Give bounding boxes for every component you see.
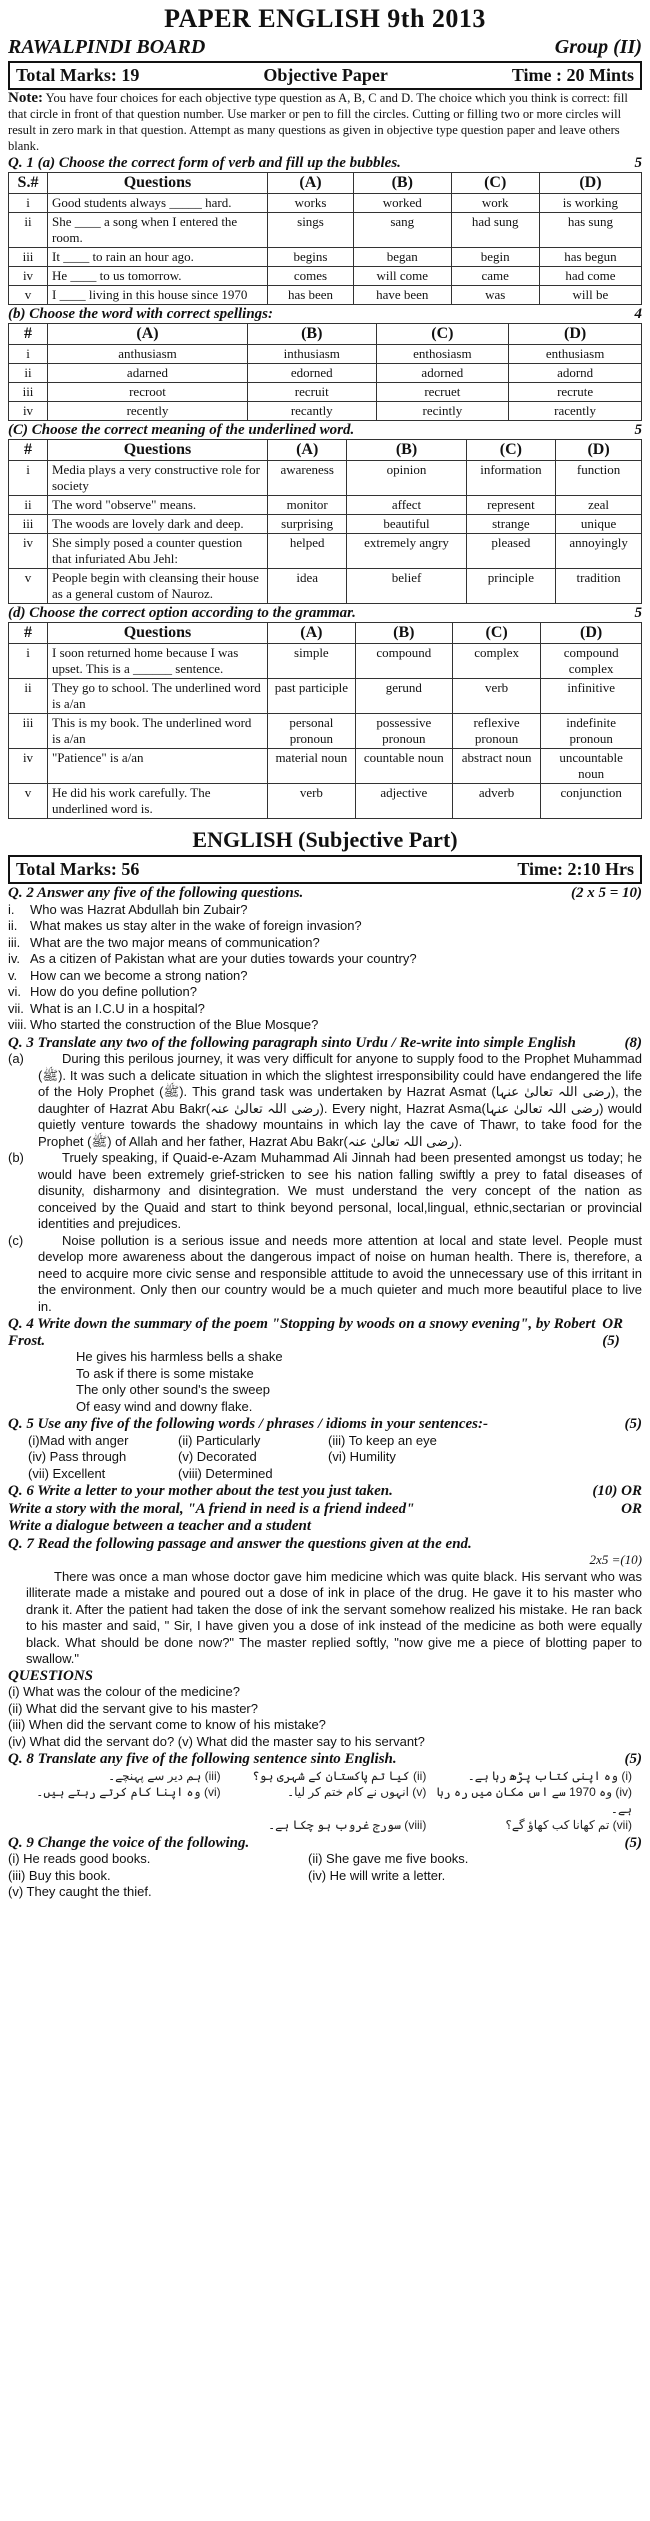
subjective-marks-bar [8,855,642,884]
question-cell: He did his work carefully. The underlined word is. [48,784,268,819]
item-number: iii. [8,934,21,950]
table-header-row [9,173,642,194]
q3-paragraphs [8,1051,642,1315]
paragraph-text: Truely speaking, if Quaid-e-Azam Muhammad Ali Jinnah had been presented amongst us today; he would have been extremely grief-stricken to see his nation falling swiftly a prey to fatal diseases of disunity, disharmony and disintegration. We must understand the very concept of the nation as conceived by the Quaid and start to think beyond personal, local,lingual, ethnic,sectarian or provincial identities and prejudices. [38,1150,642,1231]
table-header-row [9,324,642,345]
option-cell: uncountable noun [541,749,642,784]
row-number: iv [9,402,48,421]
q9-heading [8,1835,642,1852]
option-cell: represent [466,496,556,515]
item-number: vii. [8,1000,24,1016]
option-cell: complex [452,644,540,679]
q7-passage: There was once a man whose doctor gave him medicine which was quite black. His servant who was illiterate made a mistake and poured out a dose of ink in place of the drug. He gave it to his master who drank it. After the patient had taken the dose of ink the servant somehow realized his mistake. He ran back to his master and said, " Sir, I have given you a dose of ink instead of the medicine as both were equally black. What should be done now?" The master replied softly, "now give me a piece of blotting paper to swallow." [26,1568,642,1666]
option-cell: adarned [48,364,248,383]
table-row [9,364,642,383]
urdu-row [8,1784,642,1817]
item-number: v. [8,967,18,983]
table-row [9,286,642,305]
poem-line: Of easy wind and downy flake. [76,1398,253,1414]
option-cell: pleased [466,534,556,569]
option-cell: had come [539,267,641,286]
option-cell: gerund [355,679,452,714]
q8-urdu-sentences [8,1768,642,1834]
row-number: ii [9,496,48,515]
q1a-marks: 5 [634,155,642,171]
option-cell: came [451,267,539,286]
question-cell: She ____ a song when I entered the room. [48,213,268,248]
option-cell: recrute [509,383,642,402]
urdu-row [8,1817,642,1834]
option-cell: recroot [48,383,248,402]
option-cell: material noun [268,749,356,784]
table-row [9,515,642,534]
header-cell: (C) [452,623,540,644]
option-cell: zeal [556,496,642,515]
question-item: (i) What was the colour of the medicine? [8,1684,240,1699]
paragraph-text: Noise pollution is a serious issue and needs more attention at local and state level. People must develop more awareness about the dangerous impact of noise on human health. There is, therefore, a need to acquire more civic sense and responsible attitude to avoid the unnecessary use of this irritant in the environment. Only then our country would be a much quieter and much more beautiful place to live in. [38,1232,642,1314]
header-cell: (C) [466,440,556,461]
option-cell: enthusiasm [509,345,642,364]
voice-row [8,1868,642,1885]
option-cell: strange [466,515,556,534]
option-cell: adornd [509,364,642,383]
subjective-time: Time: 2:10 Hrs [517,859,634,879]
table-row [9,749,642,784]
voice-sentence: (i) He reads good books. [8,1851,151,1866]
option-cell: adorned [376,364,509,383]
table-header-row [9,440,642,461]
q6-story: Write a story with the moral, "A friend in need is a friend indeed" [8,1500,415,1517]
option-cell: extremely angry [347,534,466,569]
table-row [9,194,642,213]
urdu-sentence [18,1817,221,1834]
option-cell: tradition [556,569,642,604]
table-row [9,267,642,286]
option-cell: has been [268,286,354,305]
q1c-heading [8,422,642,439]
question-cell: They go to school. The underlined word is a/an [48,679,268,714]
q4-title: Q. 4 Write down the summary of the poem "Stopping by woods on a snowy evening", by Robert Frost. [8,1316,596,1349]
option-cell: recruet [376,383,509,402]
option-cell: function [556,461,642,496]
row-number: iv [9,534,48,569]
item-number: vi. [8,984,21,999]
table-header-row [9,623,642,644]
q2-heading [8,885,642,902]
option-cell: unique [556,515,642,534]
q6-marks: (10) OR [592,1483,642,1499]
q3-title: Q. 3 Translate any two of the following paragraph sinto Urdu / Re-write into simple English [8,1034,576,1051]
marks-bar [8,61,642,90]
row-number: ii [9,213,48,248]
option-cell: personal pronoun [268,714,356,749]
urdu-sentence: (iv) وہ 1970 سے اس مکان میں رہ رہا ہے۔ [436,1785,632,1816]
q1b-table [8,323,642,421]
board-name: RAWALPINDI BOARD [8,36,206,58]
question-cell: She simply posed a counter question that infuriated Abu Jehl: [48,534,268,569]
row-number: v [9,286,48,305]
q1a-title: Q. 1 (a) Choose the correct form of verb and fill up the bubbles. [8,155,401,171]
word-item: (v) Decorated [178,1449,257,1464]
q8-marks: (5) [624,1751,642,1767]
paragraph-label: (b) [8,1150,24,1165]
row-number: ii [9,364,48,383]
option-cell: helped [268,534,347,569]
paragraph [8,1150,642,1233]
urdu-sentence: (ii) کیا تم پاکستان کے شہری ہو؟ [252,1768,427,1783]
option-cell: works [268,194,354,213]
question-cell: This is my book. The underlined word is a/an [48,714,268,749]
row-number: iii [9,383,48,402]
row-number: i [9,644,48,679]
option-cell: will come [354,267,451,286]
q6-title: Q. 6 Write a letter to your mother about the test you just taken. [8,1483,393,1499]
note-label: Note: [8,90,43,106]
option-cell: monitor [268,496,347,515]
list-item [8,902,642,919]
q3-heading [8,1035,642,1052]
option-cell: was [451,286,539,305]
urdu-sentence: (v) انہوں نے کام ختم کر لیا۔ [287,1785,427,1799]
option-cell: beautiful [347,515,466,534]
option-cell: past participle [268,679,356,714]
urdu-sentence: (iii) ہم دیر سے پہنچے۔ [108,1768,221,1783]
option-cell: verb [268,784,356,819]
question-cell: He ____ to us tomorrow. [48,267,268,286]
list-item [8,1017,642,1034]
table-row [9,402,642,421]
table-row [9,534,642,569]
option-cell: annoyingly [556,534,642,569]
option-cell: sang [354,213,451,248]
list-item [8,918,642,935]
q8-title: Q. 8 Translate any five of the following sentence sinto English. [8,1751,397,1767]
item-number: ii. [8,918,18,933]
option-cell: is working [539,194,641,213]
list-item [8,968,642,985]
q8-heading [8,1751,642,1768]
header-cell: (A) [48,324,248,345]
table-row [9,569,642,604]
header-cell: (B) [355,623,452,644]
q5-marks: (5) [624,1416,642,1432]
header-cell: Questions [48,623,268,644]
paragraph-label: (a) [8,1051,24,1066]
header-cell: S.# [9,173,48,194]
option-cell: had sung [451,213,539,248]
option-cell: awareness [268,461,347,496]
table-row [9,644,642,679]
question-text: How can we become a strong nation? [30,967,248,983]
word-item: (i)Mad with anger [28,1432,129,1448]
word-item: (iv) Pass through [28,1449,127,1464]
option-cell: has sung [539,213,641,248]
option-cell: racently [509,402,642,421]
note-text: You have four choices for each objective type question as A, B, C and D. The choice which you think is correct: fill that circle in front of that question number. Use marker or pen to fill the circles. Cutting or filling two or more circles will result in zero mark in that question. Attempt as many questions as given in objective type question paper and leave others blank. [8,91,628,153]
voice-sentence: (v) They caught the thief. [8,1884,152,1899]
question-cell: "Patience" is a/an [48,749,268,784]
row-number: iv [9,749,48,784]
header-cell: (D) [539,173,641,194]
list-item [8,951,642,968]
paragraph [8,1051,642,1150]
header-cell: Questions [48,440,268,461]
urdu-sentence: (vi) وہ اپنا کام کرتے رہتے ہیں۔ [36,1785,221,1799]
header-cell: (A) [268,623,356,644]
q7-heading [8,1536,642,1553]
q1a-heading [8,155,642,172]
q6-heading [8,1483,642,1500]
q6-story-line [8,1501,642,1518]
header-cell: (D) [509,324,642,345]
row-number: v [9,569,48,604]
question-item: (iii) When did the servant come to know of his mistake? [8,1717,326,1732]
voice-sentence [308,1884,608,1901]
list-item [8,1001,642,1018]
q1d-table [8,622,642,819]
option-cell: adjective [355,784,452,819]
q4-marks: OR (5) [602,1316,624,1349]
option-cell: work [451,194,539,213]
q1b-marks: 4 [634,306,642,322]
q1c-marks: 5 [634,422,642,438]
q4-poem [8,1349,642,1415]
q7-title: Q. 7 Read the following passage and answer the questions given at the end. [8,1535,472,1552]
voice-sentence: (iii) Buy this book. [8,1867,111,1883]
header-cell: (D) [541,623,642,644]
row-number: i [9,345,48,364]
option-cell: recintly [376,402,509,421]
option-cell: surprising [268,515,347,534]
option-cell: has begun [539,248,641,267]
poem-line: The only other sound's the sweep [76,1382,270,1397]
header-cell: Questions [48,173,268,194]
row-number: iii [9,515,48,534]
q3-marks: (8) [624,1034,642,1051]
question-cell: Media plays a very constructive role for society [48,461,268,496]
question-cell: The word "observe" means. [48,496,268,515]
board-row [8,36,642,59]
option-cell: will be [539,286,641,305]
option-cell: adverb [452,784,540,819]
paper-type: Objective Paper [263,65,388,85]
q9-sentences [8,1851,642,1901]
option-cell: opinion [347,461,466,496]
paragraph [8,1233,642,1316]
question-text: What is an I.C.U in a hospital? [30,1000,205,1016]
paragraph-label: (c) [8,1232,24,1248]
header-cell: (A) [268,173,354,194]
q7-marks: 2x5 =(10) [589,1552,642,1567]
option-cell: belief [347,569,466,604]
table-row [9,679,642,714]
question-cell: The woods are lovely dark and deep. [48,515,268,534]
option-cell: sings [268,213,354,248]
row-number: v [9,784,48,819]
option-cell: recantly [248,402,377,421]
row-number: i [9,461,48,496]
q1a-table [8,172,642,305]
row-number: iii [9,248,48,267]
q9-title: Q. 9 Change the voice of the following. [8,1834,250,1851]
option-cell: enthosiasm [376,345,509,364]
total-marks: Total Marks: 19 [16,65,140,85]
poem-line: To ask if there is some mistake [76,1365,254,1381]
table-row [9,383,642,402]
option-cell: edorned [248,364,377,383]
header-cell: # [9,623,48,644]
q1d-marks: 5 [634,605,642,621]
table-row [9,213,642,248]
voice-sentence: (ii) She gave me five books. [308,1851,469,1866]
q2-list [8,902,642,1034]
option-cell: began [354,248,451,267]
item-number: viii. [8,1017,27,1032]
row-number: iv [9,267,48,286]
row-number: ii [9,679,48,714]
option-cell: recently [48,402,248,421]
q1d-heading [8,605,642,622]
option-cell: information [466,461,556,496]
voice-row [8,1884,642,1901]
q2-title: Q. 2 Answer any five of the following questions. [8,885,304,901]
word-item: (vi) Humility [328,1449,396,1464]
urdu-sentence: (viii) سورج غروب ہو چکا ہے۔ [268,1818,427,1832]
q6-dialogue-line [8,1518,642,1535]
header-cell: (B) [248,324,377,345]
exam-paper [8,0,642,1901]
table-row [9,248,642,267]
word-item: (vii) Excellent [28,1465,106,1481]
option-cell: begin [451,248,539,267]
header-cell: # [9,440,48,461]
urdu-row [8,1768,642,1785]
question-text: What makes us stay alter in the wake of foreign invasion? [30,918,362,933]
q1c-table [8,439,642,604]
q7-questions [8,1684,642,1750]
item-number: i. [8,901,15,917]
poem-line: He gives his harmless bells a shake [76,1349,283,1364]
word-item: (viii) Determined [178,1465,273,1481]
question-cell: It ____ to rain an hour ago. [48,248,268,267]
option-cell: possessive pronoun [355,714,452,749]
row-number: i [9,194,48,213]
option-cell: indefinite pronoun [541,714,642,749]
option-cell: affect [347,496,466,515]
question-text: How do you define pollution? [30,984,197,999]
q9-marks: (5) [624,1834,642,1851]
option-cell: inthusiasm [248,345,377,364]
question-cell: I ____ living in this house since 1970 [48,286,268,305]
question-item: (ii) What did the servant give to his master? [8,1700,258,1716]
paper-title: PAPER ENGLISH 9th 2013 [164,4,486,33]
q5-heading [8,1416,642,1433]
header-cell: # [9,324,48,345]
option-cell: recruit [248,383,377,402]
header-cell: (C) [451,173,539,194]
q1b-heading [8,306,642,323]
question-cell: Good students always _____ hard. [48,194,268,213]
paragraph-text: During this perilous journey, it was very difficult for anyone to supply food to the Prophet Muhammad (ﷺ). It was such a delicate situation in which the slightest irresponsibility could have endangered the life of the Holy Prophet (ﷺ). This grand task was undertaken by Hazrat Asmat (رضی اللہ تعالیٰ عنہا), the daughter of Hazrat Abu Bakr(رضی اللہ تعالیٰ عنہ). Every night, Hazrat Asma(رضی اللہ تعالیٰ عنہا) would quietly venture towards the shadowy mountains in which lay the cave of Thawr, to take food for the Prophet (ﷺ) of Allah and her father, Hazrat Abu Bakr(رضی اللہ تعالیٰ عنہ). [38,1051,642,1149]
list-item [8,984,642,1001]
header-cell: (D) [556,440,642,461]
option-cell: infinitive [541,679,642,714]
option-cell: countable noun [355,749,452,784]
header-cell: (B) [347,440,466,461]
option-cell: principle [466,569,556,604]
q2-marks: (2 x 5 = 10) [570,885,642,901]
q5-title: Q. 5 Use any five of the following words / phrases / idioms in your sentences:- [8,1416,489,1432]
question-cell: People begin with cleansing their house as a general custom of Nauroz. [48,569,268,604]
urdu-sentence: (vii) تم کھانا کب کھاؤ گے؟ [505,1818,632,1832]
voice-row [8,1851,642,1868]
option-cell: conjunction [541,784,642,819]
option-cell: idea [268,569,347,604]
header-cell: (C) [376,324,509,345]
question-text: Who was Hazrat Abdullah bin Zubair? [30,901,248,917]
option-cell: compound [355,644,452,679]
time-allowed: Time : 20 Mints [511,65,634,85]
list-item [8,935,642,952]
question-cell: I soon returned home because I was upset. This is a ______ sentence. [48,644,268,679]
option-cell: reflexive pronoun [452,714,540,749]
urdu-sentence: (i) وہ اپنی کتاب پڑھ رہا ہے۔ [467,1768,632,1783]
option-cell: have been [354,286,451,305]
question-text: What are the two major means of communication? [30,934,320,950]
option-cell: verb [452,679,540,714]
option-cell: anthusiasm [48,345,248,364]
option-cell: compound complex [541,644,642,679]
header-cell: (A) [268,440,347,461]
q7-questions-label: QUESTIONS [8,1667,94,1684]
option-cell: simple [268,644,356,679]
q1c-title: (C) Choose the correct meaning of the underlined word. [8,422,355,438]
subjective-title: ENGLISH (Subjective Part) [192,827,458,852]
word-item: (iii) To keep an eye [328,1432,437,1448]
q1b-title: (b) Choose the word with correct spellings: [8,306,274,322]
subjective-total-marks: Total Marks: 56 [16,859,140,879]
word-item: (ii) Particularly [178,1432,261,1448]
header-cell: (B) [354,173,451,194]
option-cell: begins [268,248,354,267]
row-number: iii [9,714,48,749]
table-row [9,784,642,819]
voice-sentence: (iv) He will write a letter. [308,1867,446,1883]
question-text: Who started the construction of the Blue Mosque? [30,1017,319,1032]
option-cell: comes [268,267,354,286]
option-cell: worked [354,194,451,213]
table-row [9,461,642,496]
group-label: Group (II) [554,36,642,58]
subjective-body [8,885,642,1901]
q1d-title: (d) Choose the correct option according to the grammar. [8,605,356,621]
q6-dialogue: Write a dialogue between a teacher and a student [8,1518,312,1534]
question-item: (iv) What did the servant do? (v) What did the master say to his servant? [8,1733,425,1749]
q5-word-list [8,1433,642,1483]
table-row [9,345,642,364]
q4-heading [8,1316,642,1349]
question-text: As a citizen of Pakistan what are your duties towards your country? [30,951,417,966]
item-number: iv. [8,951,21,966]
instructions-note [8,90,642,154]
q6-or: OR [621,1500,642,1517]
option-cell: abstract noun [452,749,540,784]
table-row [9,496,642,515]
table-row [9,714,642,749]
